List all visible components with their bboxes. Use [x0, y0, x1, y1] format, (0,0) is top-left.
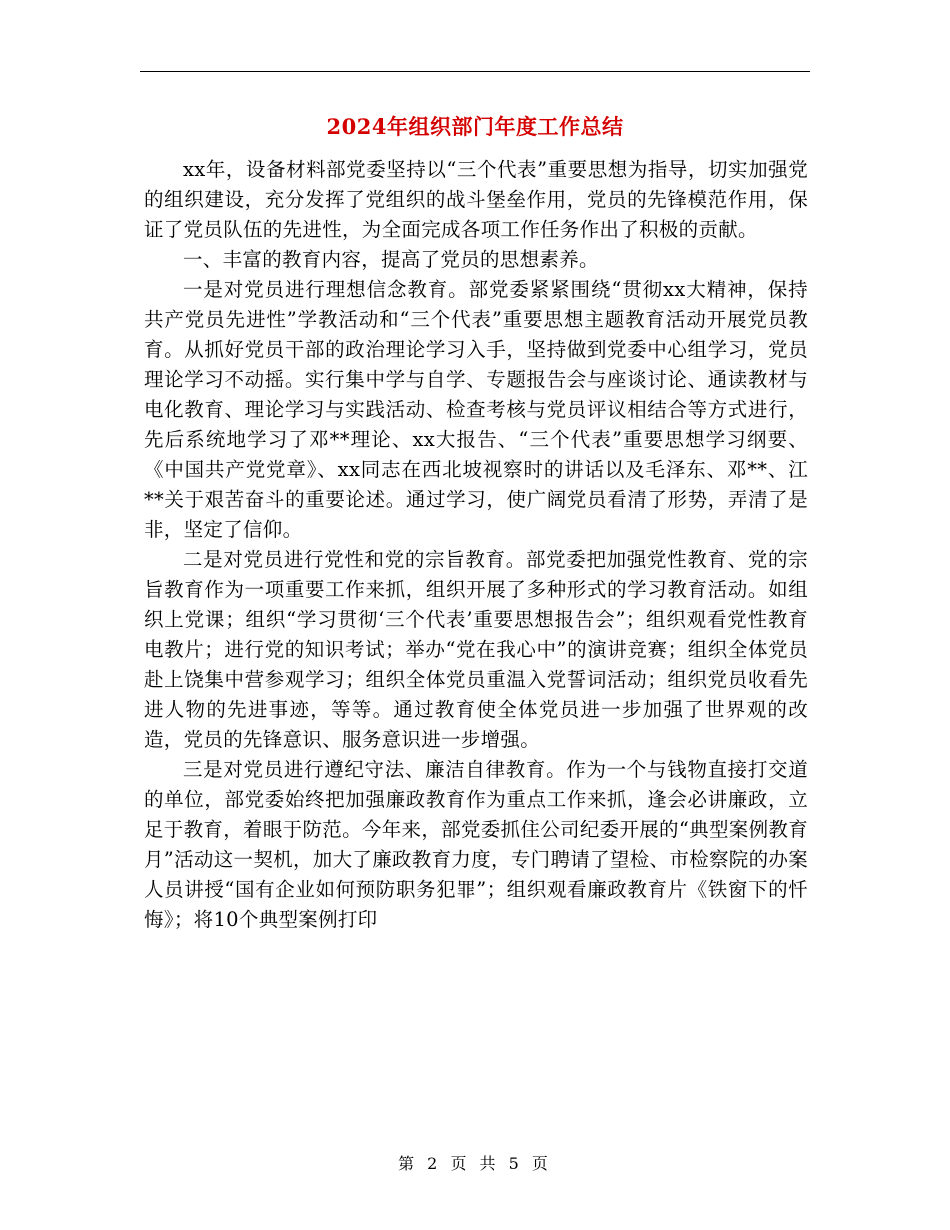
paragraph-ideal-belief-education: 一是对党员进行理想信念教育。部党委紧紧围绕“贯彻xx大精神，保持共产党员先进性”学教活动和“三个代表”重要思想主题教育活动开展党员教育。从抓好党员干部的政治理论学习入手，坚持做到党委中心组学习，党员理论学习不动摇。实行集中学与自学、专题报告会与座谈讨论、通读教材与电化教育、理论学习与实践活动、检查考核与党员评议相结合等方式进行，先后系统地学习了邓**理论、xx大报告、“三个代表”重要思想学习纲要、《中国共产党党章》、xx同志在西北坡视察时的讲话以及毛泽东、邓**、江**关于艰苦奋斗的重要论述。通过学习，使广阔党员看清了形势，弄清了是非，坚定了信仰。: [144, 278, 808, 541]
paragraph-party-spirit-education: 二是对党员进行党性和党的宗旨教育。部党委把加强党性教育、党的宗旨教育作为一项重要工作来抓，组织开展了多种形式的学习教育活动。如组织上党课；组织“学习贯彻‘三个代表’重要思想报告会”；组织观看党性教育电教片；进行党的知识考试；举办“党在我心中”的演讲竞赛；组织全体党员赴上饶集中营参观学习；组织全体党员重温入党誓词活动；组织党员收看先进人物的先进事迹，等等。通过教育使全体党员进一步加强了世界观的改造，党员的先锋意识、服务意识进一步增强。: [144, 548, 808, 751]
document-body: [144, 155, 808, 935]
header-rule: [140, 71, 810, 72]
paragraph-intro: xx年，设备材料部党委坚持以“三个代表”重要思想为指导，切实加强党的组织建设，充分发挥了党组织的战斗堡垒作用，党员的先锋模范作用，保证了党员队伍的先进性，为全面完成各项工作任务作出了积极的贡献。: [144, 158, 808, 241]
section-heading-1: 一、丰富的教育内容，提高了党员的思想素养。: [183, 248, 599, 271]
page-number-footer: 第 2 页 共 5 页: [398, 1154, 552, 1173]
document-title: 2024年组织部门年度工作总结: [326, 114, 624, 139]
paragraph-discipline-education: 三是对党员进行遵纪守法、廉洁自律教育。作为一个与钱物直接打交道的单位，部党委始终把加强廉政教育作为重点工作来抓，逢会必讲廉政，立足于教育，着眼于防范。今年来，部党委抓住公司纪委开展的“典型案例教育月”活动这一契机，加大了廉政教育力度，专门聘请了望检、市检察院的办案人员讲授“国有企业如何预防职务犯罪”；组织观看廉政教育片《铁窗下的忏悔》；将10个典型案例打印: [144, 758, 808, 931]
